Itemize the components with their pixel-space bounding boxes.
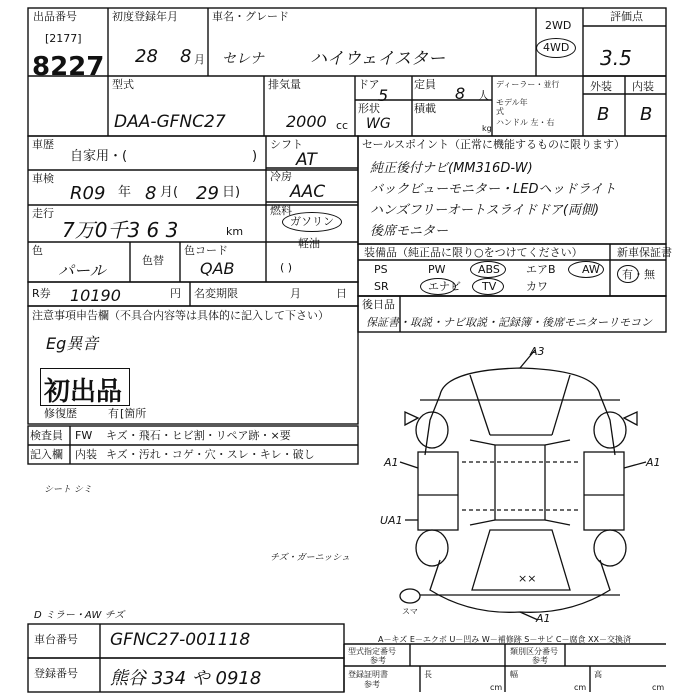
inspection-day: 29 (196, 183, 219, 204)
class-ref: 参考 (532, 656, 548, 665)
equip-aw: AW (582, 263, 600, 276)
fuel-label: 燃料 (270, 204, 292, 217)
mileage-label: 走行 (32, 207, 54, 220)
inspection-label: 車検 (32, 172, 54, 185)
aw-circle (568, 261, 604, 278)
inspector-interior: 内装 (75, 448, 97, 461)
chassis-label: 車台番号 (34, 633, 78, 646)
load-label: 積載 (414, 102, 436, 115)
mark-xx: ×× (518, 572, 537, 585)
ac-label: 冷房 (270, 170, 292, 183)
inspection-day-unit: 日) (222, 185, 241, 200)
shift-value: AT (296, 150, 317, 170)
type-label: 型式指定番号 (348, 647, 396, 656)
sales-line-2: バックビューモニター・LEDヘッドライト (370, 182, 617, 197)
mark-smoke: スマ (402, 607, 418, 616)
after-label: 後日品 (362, 298, 395, 311)
reg-month: 8 (180, 46, 192, 67)
reg-year: 28 (135, 46, 158, 67)
chassis-value: GFNC27-001118 (110, 630, 251, 650)
repair-label: 修復歴 (44, 407, 77, 420)
lot-label: 出品番号 (33, 10, 77, 23)
cert-label: 登録証明書 (348, 670, 388, 679)
equip-title: 装備品（純正品に限り○をつけてください） (364, 246, 583, 259)
height-unit: cm (652, 683, 665, 692)
inspector-note-1: シート シミ (44, 485, 92, 495)
reg-month-unit: 月 (194, 53, 205, 66)
car-name-label: 車名・グレード (212, 10, 289, 23)
shape-label: 形状 (358, 102, 380, 115)
expiry-label: 名変期限 (194, 287, 238, 300)
repair-place: [箇所 (120, 407, 147, 420)
repaint-label: 色替 (142, 254, 164, 267)
lot-number: 8227 (32, 52, 105, 82)
inspection-year-unit: 年 (118, 185, 132, 200)
shift-label: シフト (270, 138, 303, 151)
class-label: 類別区分番号 (510, 647, 558, 656)
equip-leather: カワ (526, 280, 548, 293)
damage-legend: A－キズ E－エクボ U－凹み W－補修跡 S－サビ C－腐食 XX－交換済 (378, 635, 632, 644)
length-unit: cm (490, 683, 503, 692)
after-value: 保証書・取説・ナビ取説・記録簿・後席モニターリモコン (366, 316, 652, 329)
equip-sr: SR (374, 280, 389, 293)
color-label: 色 (32, 244, 43, 257)
inspector-fw: FW (75, 429, 93, 442)
model-value: DAA-GFNC27 (114, 112, 226, 132)
sales-line-1: 純正後付ナビ(MM316D-W) (370, 161, 533, 176)
exterior-label: 外装 (590, 80, 612, 93)
first-listing-text: 初出品 (44, 377, 123, 407)
drive-4wd: 4WD (543, 41, 570, 54)
car-name: セレナ (222, 51, 264, 67)
sales-title: セールスポイント（正常に機能するものに限ります） (362, 138, 626, 151)
exterior-grade: B (597, 104, 610, 125)
handle-label: ハンドル 左・右 (496, 118, 555, 127)
displacement-label: 排気量 (268, 78, 301, 91)
dealer-label: ディーラー・並行 (496, 80, 560, 89)
drive-2wd: 2WD (545, 19, 572, 32)
lot-sub: [2177] (45, 32, 82, 45)
reg-date-label: 初度登録年月 (112, 10, 178, 23)
fuel-petrol: ガソリン (290, 215, 334, 228)
abs-circle (470, 261, 506, 278)
displacement-value: 2000 (286, 112, 327, 131)
mark-a1-right: A1 (646, 456, 661, 469)
cert-ref: 参考 (364, 680, 380, 689)
inspection-era: R09 (70, 183, 106, 204)
notes-content: Eg異音 (46, 334, 99, 353)
km-unit: km (226, 225, 244, 238)
warranty-label: 新車保証書 (617, 246, 672, 259)
mark-a1-left: A1 (384, 456, 399, 469)
model-year-label: モデル年式 (496, 98, 528, 116)
equip-airbag: エアB (526, 263, 556, 276)
kg-unit: kg (482, 124, 492, 133)
inspector-line2: キズ・汚れ・コゲ・穴・スレ・キレ・破し (106, 448, 315, 461)
shape-value: WG (366, 116, 391, 132)
fuel-paren: ( ) (280, 261, 293, 274)
equip-abs: ABS (478, 263, 500, 276)
inspector-line1: キズ・飛石・ヒビ割・リペア跡・×要 (106, 429, 291, 442)
recycle-label: R券 (32, 287, 51, 300)
capacity-value: 8 (455, 84, 466, 103)
notes-title: 注意事項申告欄（不具合内容等は具体的に記入して下さい） (32, 309, 329, 322)
capacity-label: 定員 (414, 78, 436, 91)
equip-pw: PW (428, 263, 446, 276)
inspector-note-3: D ミラー・AW チズ (34, 610, 125, 621)
repair-value: 有 (108, 407, 119, 420)
expiry-month: 月 (290, 287, 301, 300)
sales-line-4: 後席モニター (370, 224, 449, 239)
length-label: 長 (424, 670, 432, 679)
warranty-value: 有・無 (622, 268, 655, 281)
capacity-unit: 人 (478, 89, 489, 102)
plate-value: 熊谷 334 や 0918 (110, 668, 262, 689)
car-grade: ハイウェイスター (310, 49, 446, 69)
plate-label: 登録番号 (34, 667, 78, 680)
inspection-month: 8 (145, 183, 157, 204)
width-label: 幅 (510, 670, 518, 679)
mark-a3: A3 (530, 345, 545, 358)
tv-circle (472, 278, 504, 295)
height-label: 高 (594, 670, 602, 679)
equip-tv: TV (482, 280, 497, 293)
inspector-note-2: チズ・ガーニッシュ (270, 553, 351, 563)
recycle-value: 10190 (70, 286, 121, 305)
history-value: 自家用・( (70, 149, 128, 164)
color-code-value: QAB (200, 259, 235, 278)
cc-unit: cc (336, 119, 349, 132)
navi-circle (420, 278, 456, 295)
mileage-value: 7万0千3 6 3 (62, 218, 179, 242)
doors-label: ドア (358, 78, 380, 91)
history-close: ) (252, 149, 258, 164)
model-label: 型式 (112, 78, 134, 91)
score-value: 3.5 (600, 46, 632, 70)
mark-ua1: UA1 (380, 514, 403, 527)
inspection-month-unit: 月( (160, 185, 179, 200)
inspector-label: 検査員 (30, 429, 63, 442)
interior-label: 内装 (632, 80, 654, 93)
ac-value: AAC (290, 182, 326, 202)
width-unit: cm (574, 683, 587, 692)
expiry-day: 日 (336, 287, 347, 300)
recycle-yen: 円 (170, 287, 181, 300)
sales-line-3: ハンズフリーオートスライドドア(両側) (370, 203, 600, 218)
doors-value: 5 (378, 86, 389, 105)
equip-navi: エナビ (428, 280, 461, 293)
score-label: 評価点 (610, 10, 643, 23)
history-label: 車歴 (32, 138, 54, 151)
record-label: 記入欄 (30, 448, 63, 461)
color-code-label: 色コード (184, 244, 228, 257)
equip-ps: PS (374, 263, 388, 276)
mark-a1-bottom: A1 (536, 612, 551, 625)
interior-grade: B (640, 104, 653, 125)
color-value: パール (58, 261, 106, 280)
fuel-diesel: 軽油 (298, 237, 320, 250)
type-ref: 参考 (370, 656, 386, 665)
